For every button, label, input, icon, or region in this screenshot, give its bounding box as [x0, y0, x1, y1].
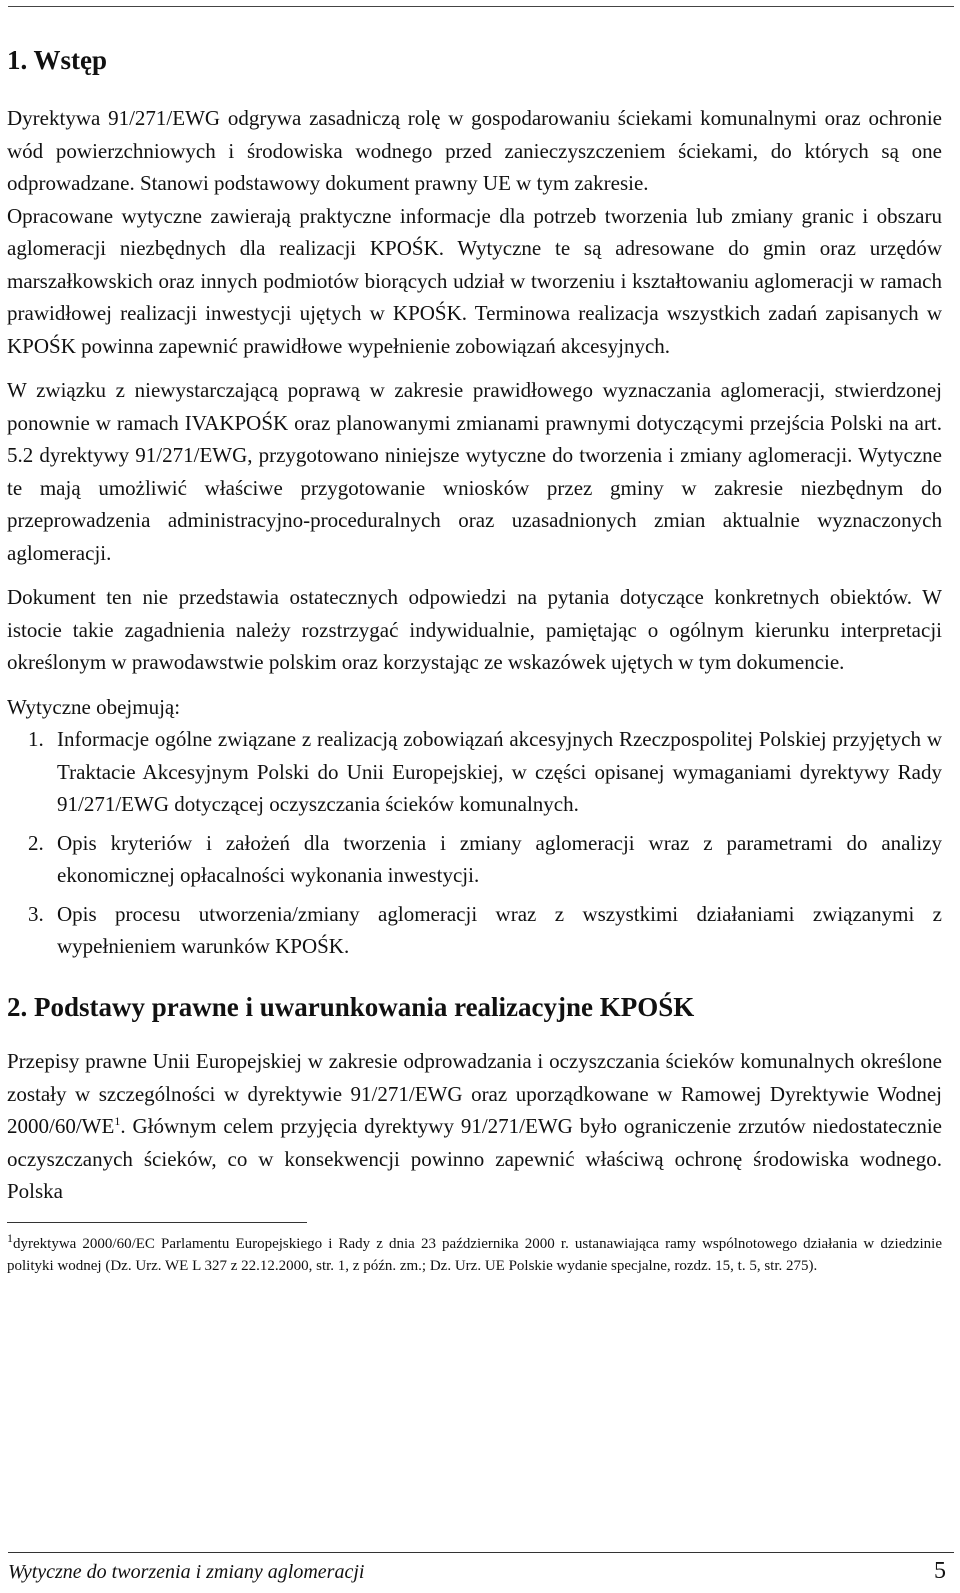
list-intro: Wytyczne obejmują:: [7, 694, 181, 719]
footnote-divider: [7, 1222, 307, 1223]
intro-paragraph-1: Dyrektywa 91/271/EWG odgrywa zasadniczą rolę w gospodarowaniu ściekami komunalnymi oraz ochronie wód powierzchniowych i środowiska wodnego przed zanieczyszczeniem ściekami, do których są one odprowadzane. Stanowi podstawowy dokument prawny UE w tym zakresie.: [7, 106, 942, 196]
footnote-marker: 1: [7, 1230, 13, 1245]
section-1-heading: 1. Wstęp: [7, 45, 108, 75]
footnote-text: dyrektywa 2000/60/EC Parlamentu Europejskiego i Rady z dnia 23 października 2000 r. ustanawiająca ramy wspólnotowego działania w dziedzinie polityki wodnej (Dz. Urz. WE L 327 z 22.12.2000, str. 1, z późn. zm.; Dz. Urz. UE Polskie wydanie specjalne, rozdz. 15, t. 5, str. 275).: [7, 1235, 942, 1274]
scope-list: [7, 723, 942, 963]
footer-rule: [8, 1552, 954, 1553]
section-2-heading: 2. Podstawy prawne i uwarunkowania realizacyjne KPOŚK: [7, 991, 695, 1022]
legal-basis-paragraph: [7, 1045, 942, 1208]
list-item: 2. Opis kryteriów i założeń dla tworzenia i zmiany aglomeracji wraz z parametrami do analizy ekonomicznej opłacalności wykonania inwestycji.: [49, 827, 942, 892]
intro-paragraph-2: Opracowane wytyczne zawierają praktyczne informacje dla potrzeb tworzenia lub zmiany granic i obszaru aglomeracji niezbędnych dla realizacji KPOŚK. Wytyczne te są adresowane do gmin oraz urzędów marszałkowskich oraz innych podmiotów biorących udział w tworzeniu i kształtowaniu aglomeracji w ramach prawidłowej realizacji inwestycji ujętych w KPOŚK. Terminowa realizacja wszystkich zadań zapisanych w KPOŚK powinna zapewnić prawidłowe wypełnienie zobowiązań akcesyjnych.: [7, 203, 942, 358]
intro-paragraph-4: Dokument ten nie przedstawia ostatecznych odpowiedzi na pytania dotyczące konkretnych obiektów. W istocie takie zagadnienia należy rozstrzygać indywidualnie, pamiętając o ogólnym kierunku interpretacji określonym w prawodawstwie polskim oraz korzystając ze wskazówek ujętych w tym dokumencie.: [7, 585, 942, 675]
page-footer: [8, 1558, 946, 1585]
legal-basis-text-end: . Głównym celem przyjęcia dyrektywy 91/271/EWG było ograniczenie zrzutów niedostatecznie oczyszczanych ścieków, co w konsekwencji powinno zapewnić właściwą ochronę środowiska wodnego. Polska: [7, 1114, 942, 1204]
list-item: 1. Informacje ogólne związane z realizacją zobowiązań akcesyjnych Rzeczpospolitej Polskiej przyjętych w Traktacie Akcesyjnym Polski do Unii Europejskiej, w części opisanej wymaganiami dyrektywy Rady 91/271/EWG dotyczącej oczyszczania ścieków komunalnych.: [49, 723, 942, 821]
legal-basis-text-start: Przepisy prawne Unii Europejskiej w zakresie odprowadzania i oczyszczania ścieków komunalnych określone zostały w szczególności w dyrektywie 91/271/EWG oraz uporządkowane w Ramowej Dyrektywie Wodnej 2000/60/WE: [7, 1049, 942, 1139]
footnote-reference[interactable]: 1: [114, 1114, 121, 1129]
footnote: [7, 1230, 942, 1277]
footer-title: Wytyczne do tworzenia i zmiany aglomeracji: [8, 1561, 365, 1583]
top-rule: [8, 6, 954, 7]
document-page: [7, 44, 942, 1277]
intro-paragraph-3: W związku z niewystarczającą poprawą w zakresie prawidłowego wyznaczania aglomeracji, stwierdzonej ponownie w ramach IVAKPOŚK oraz planowanymi zmianami prawnymi dotyczącymi przejścia Polski na art. 5.2 dyrektywy 91/271/EWG, przygotowano niniejsze wytyczne do tworzenia i zmiany aglomeracji. Wytyczne te mają umożliwić właściwe przygotowanie wniosków przez gminy w zakresie niezbędnym do przeprowadzenia administracyjno-proceduralnych oraz uzasadnionych zmian aktualnie wyznaczonych aglomeracji.: [7, 378, 942, 565]
list-item: 3. Opis procesu utworzenia/zmiany aglomeracji wraz z wszystkimi działaniami związanymi z wypełnieniem warunków KPOŚK.: [49, 898, 942, 963]
page-number: 5: [934, 1558, 946, 1584]
